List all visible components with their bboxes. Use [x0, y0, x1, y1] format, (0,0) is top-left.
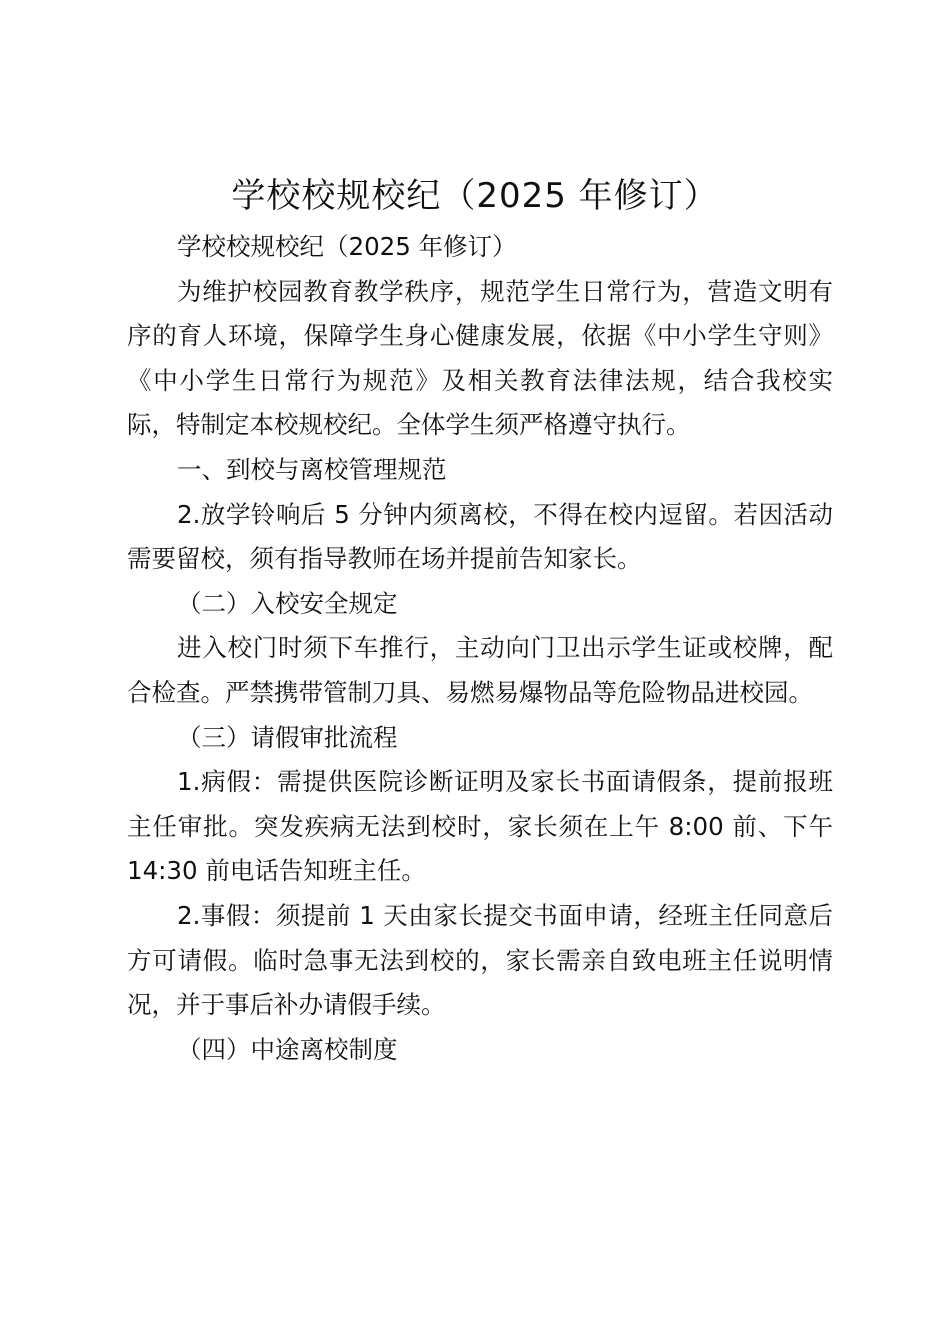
rule-paragraph-entry-safety: 进入校门时须下车推行，主动向门卫出示学生证或校牌，配合检查。严禁携带管制刀具、易燃易爆物品等危险物品进校园。 [127, 633, 833, 707]
rule-paragraph-sick-leave: 1.病假：需提供医院诊断证明及家长书面请假条，提前报班主任审批。突发疾病无法到校时，家长须在上午 8:00 前、下午 14:30 前电话告知班主任。 [127, 767, 833, 886]
intro-paragraph: 为维护校园教育教学秩序，规范学生日常行为，营造文明有序的育人环境，保障学生身心健康发展，依据《中小学生守则》《中小学生日常行为规范》及相关教育法律法规，结合我校实际，特制定本校规校纪。全体学生须严格遵守执行。 [127, 276, 833, 440]
document-body [127, 225, 833, 1072]
rule-paragraph-personal-leave: 2.事假：须提前 1 天由家长提交书面申请，经班主任同意后方可请假。临时急事无法到校的，家长需亲自致电班主任说明情况，并于事后补办请假手续。 [127, 900, 833, 1020]
document-title: 学校校规校纪（2025 年修订） [231, 176, 719, 216]
subsection-heading-entry-safety: （二）入校安全规定 [177, 588, 398, 618]
subsection-heading-leave-approval: （三）请假审批流程 [177, 722, 398, 752]
section-heading-arrival-departure: 一、到校与离校管理规范 [177, 454, 447, 484]
subtitle-paragraph: 学校校规校纪（2025 年修订） [177, 232, 517, 261]
subsection-heading-early-leave: （四）中途离校制度 [177, 1034, 398, 1064]
rule-paragraph-dismissal: 2.放学铃响后 5 分钟内须离校，不得在校内逗留。若因活动需要留校，须有指导教师在场并提前告知家长。 [127, 499, 833, 574]
